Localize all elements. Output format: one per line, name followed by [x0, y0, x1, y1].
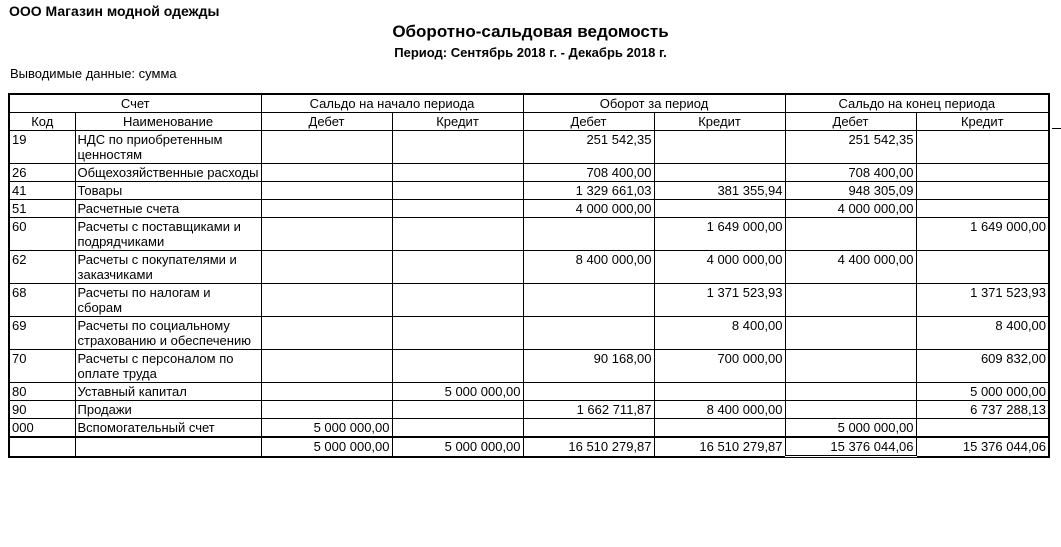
opening-credit-cell[interactable] [392, 251, 523, 284]
opening-debit-cell[interactable]: 5 000 000,00 [261, 419, 392, 438]
turnover-credit-cell[interactable] [654, 419, 785, 438]
table-row [9, 182, 1049, 200]
opening-debit-cell[interactable] [261, 317, 392, 350]
turnover-debit-cell[interactable] [523, 317, 654, 350]
table-row [9, 218, 1049, 251]
closing-credit-cell[interactable] [916, 131, 1049, 164]
closing-debit-cell[interactable]: 251 542,35 [785, 131, 916, 164]
header-opening-balance[interactable]: Сальдо на начало периода [261, 94, 523, 113]
opening-debit-cell[interactable] [261, 284, 392, 317]
header-opening-credit[interactable]: Кредит [392, 113, 523, 131]
opening-debit-cell[interactable] [261, 383, 392, 401]
turnover-debit-cell[interactable]: 708 400,00 [523, 164, 654, 182]
turnover-credit-cell[interactable] [654, 383, 785, 401]
turnover-credit-cell[interactable] [654, 164, 785, 182]
turnover-credit-cell[interactable]: 8 400 000,00 [654, 401, 785, 419]
opening-credit-cell[interactable] [392, 218, 523, 251]
header-turnover-credit[interactable]: Кредит [654, 113, 785, 131]
account-name-cell[interactable]: Расчеты с персоналом по оплате труда [75, 350, 261, 383]
total-closing-debit[interactable]: 15 376 044,06 [785, 437, 916, 457]
closing-credit-cell[interactable]: 1 649 000,00 [916, 218, 1049, 251]
closing-debit-cell[interactable] [785, 317, 916, 350]
account-name-cell[interactable]: Общехозяйственные расходы [75, 164, 261, 182]
turnover-credit-cell[interactable]: 381 355,94 [654, 182, 785, 200]
total-opening-credit[interactable]: 5 000 000,00 [392, 437, 523, 457]
turnover-debit-cell[interactable]: 4 000 000,00 [523, 200, 654, 218]
turnover-credit-cell[interactable]: 700 000,00 [654, 350, 785, 383]
closing-debit-cell[interactable]: 708 400,00 [785, 164, 916, 182]
header-turnover[interactable]: Оборот за период [523, 94, 785, 113]
closing-credit-cell[interactable] [916, 182, 1049, 200]
closing-credit-cell[interactable] [916, 419, 1049, 438]
opening-credit-cell[interactable] [392, 200, 523, 218]
turnover-balance-table [8, 93, 1050, 458]
table-row [9, 200, 1049, 218]
opening-debit-cell[interactable] [261, 350, 392, 383]
company-name: ООО Магазин модной одежды [9, 3, 220, 19]
turnover-debit-cell[interactable] [523, 284, 654, 317]
closing-debit-cell[interactable] [785, 383, 916, 401]
account-name-cell[interactable]: Вспомогательный счет [75, 419, 261, 438]
totals-name-cell [75, 437, 261, 457]
account-code-cell[interactable]: 68 [9, 284, 75, 317]
closing-debit-cell[interactable]: 5 000 000,00 [785, 419, 916, 438]
account-name-cell[interactable]: Расчеты с покупателями и заказчиками [75, 251, 261, 284]
turnover-debit-cell[interactable]: 8 400 000,00 [523, 251, 654, 284]
account-code-cell[interactable]: 51 [9, 200, 75, 218]
totals-row [9, 437, 1049, 457]
closing-credit-cell[interactable] [916, 164, 1049, 182]
header-account[interactable]: Счет [9, 94, 261, 113]
opening-credit-cell[interactable]: 5 000 000,00 [392, 383, 523, 401]
totals-code-cell [9, 437, 75, 457]
report-period: Период: Сентябрь 2018 г. - Декабрь 2018 г. [394, 45, 667, 60]
turnover-debit-cell[interactable] [523, 419, 654, 438]
account-name-cell[interactable]: НДС по приобретенным ценностям [75, 131, 261, 164]
account-code-cell[interactable]: 19 [9, 131, 75, 164]
total-turnover-credit[interactable]: 16 510 279,87 [654, 437, 785, 457]
header-code[interactable]: Код [9, 113, 75, 131]
turnover-credit-cell[interactable]: 4 000 000,00 [654, 251, 785, 284]
opening-debit-cell[interactable] [261, 200, 392, 218]
header-closing-credit[interactable]: Кредит [916, 113, 1049, 131]
turnover-credit-cell[interactable]: 1 371 523,93 [654, 284, 785, 317]
opening-debit-cell[interactable] [261, 251, 392, 284]
closing-credit-cell[interactable]: 6 737 288,13 [916, 401, 1049, 419]
table-row [9, 419, 1049, 438]
account-name-cell[interactable]: Уставный капитал [75, 383, 261, 401]
total-closing-credit[interactable]: 15 376 044,06 [916, 437, 1049, 457]
turnover-credit-cell[interactable]: 8 400,00 [654, 317, 785, 350]
header-opening-debit[interactable]: Дебет [261, 113, 392, 131]
turnover-debit-cell[interactable]: 1 662 711,87 [523, 401, 654, 419]
closing-debit-cell[interactable]: 4 400 000,00 [785, 251, 916, 284]
account-name-cell[interactable]: Расчеты по налогам и сборам [75, 284, 261, 317]
total-opening-debit[interactable]: 5 000 000,00 [261, 437, 392, 457]
table-row [9, 350, 1049, 383]
account-code-cell[interactable]: 70 [9, 350, 75, 383]
turnover-debit-cell[interactable]: 1 329 661,03 [523, 182, 654, 200]
account-code-cell[interactable]: 41 [9, 182, 75, 200]
account-code-cell[interactable]: 69 [9, 317, 75, 350]
table-row [9, 383, 1049, 401]
closing-debit-cell[interactable]: 948 305,09 [785, 182, 916, 200]
account-code-cell[interactable]: 26 [9, 164, 75, 182]
table-body [9, 131, 1049, 438]
report-title: Оборотно-сальдовая ведомость [392, 22, 669, 41]
closing-credit-cell[interactable]: 609 832,00 [916, 350, 1049, 383]
table-row [9, 131, 1049, 164]
opening-credit-cell[interactable] [392, 401, 523, 419]
table-row [9, 164, 1049, 182]
closing-debit-cell[interactable]: 4 000 000,00 [785, 200, 916, 218]
closing-credit-cell[interactable]: 5 000 000,00 [916, 383, 1049, 401]
table-row [9, 284, 1049, 317]
account-name-cell[interactable]: Расчеты с поставщиками и подрядчиками [75, 218, 261, 251]
table-row [9, 251, 1049, 284]
opening-debit-cell[interactable] [261, 131, 392, 164]
opening-debit-cell[interactable] [261, 182, 392, 200]
turnover-debit-cell[interactable]: 251 542,35 [523, 131, 654, 164]
account-code-cell[interactable]: 90 [9, 401, 75, 419]
opening-credit-cell[interactable] [392, 284, 523, 317]
account-code-cell[interactable]: 60 [9, 218, 75, 251]
closing-debit-cell[interactable] [785, 218, 916, 251]
turnover-credit-cell[interactable] [654, 200, 785, 218]
account-name-cell[interactable]: Расчетные счета [75, 200, 261, 218]
opening-debit-cell[interactable] [261, 164, 392, 182]
account-name-cell[interactable]: Расчеты по социальному страхованию и обеспечению [75, 317, 261, 350]
opening-credit-cell[interactable] [392, 131, 523, 164]
account-name-cell[interactable]: Товары [75, 182, 261, 200]
header-row-groups [9, 94, 1049, 113]
opening-credit-cell[interactable] [392, 350, 523, 383]
sheet-edge-line [1052, 128, 1061, 129]
opening-credit-cell[interactable] [392, 164, 523, 182]
account-code-cell[interactable]: 000 [9, 419, 75, 438]
opening-credit-cell[interactable] [392, 419, 523, 438]
closing-debit-cell[interactable] [785, 284, 916, 317]
closing-credit-cell[interactable]: 1 371 523,93 [916, 284, 1049, 317]
closing-credit-cell[interactable]: 8 400,00 [916, 317, 1049, 350]
account-name-cell[interactable]: Продажи [75, 401, 261, 419]
header-name[interactable]: Наименование [75, 113, 261, 131]
total-turnover-debit[interactable]: 16 510 279,87 [523, 437, 654, 457]
turnover-credit-cell[interactable]: 1 649 000,00 [654, 218, 785, 251]
account-code-cell[interactable]: 80 [9, 383, 75, 401]
opening-debit-cell[interactable] [261, 218, 392, 251]
header-turnover-debit[interactable]: Дебет [523, 113, 654, 131]
turnover-debit-cell[interactable] [523, 218, 654, 251]
header-row-subcolumns [9, 113, 1049, 131]
output-data-note: Выводимые данные: сумма [10, 66, 177, 81]
closing-debit-cell[interactable] [785, 350, 916, 383]
opening-credit-cell[interactable] [392, 182, 523, 200]
header-closing-debit[interactable]: Дебет [785, 113, 916, 131]
closing-credit-cell[interactable] [916, 200, 1049, 218]
header-closing-balance[interactable]: Сальдо на конец периода [785, 94, 1049, 113]
turnover-debit-cell[interactable] [523, 383, 654, 401]
opening-debit-cell[interactable] [261, 401, 392, 419]
closing-debit-cell[interactable] [785, 401, 916, 419]
turnover-debit-cell[interactable]: 90 168,00 [523, 350, 654, 383]
turnover-credit-cell[interactable] [654, 131, 785, 164]
closing-credit-cell[interactable] [916, 251, 1049, 284]
table-row [9, 317, 1049, 350]
table-row [9, 401, 1049, 419]
account-code-cell[interactable]: 62 [9, 251, 75, 284]
opening-credit-cell[interactable] [392, 317, 523, 350]
